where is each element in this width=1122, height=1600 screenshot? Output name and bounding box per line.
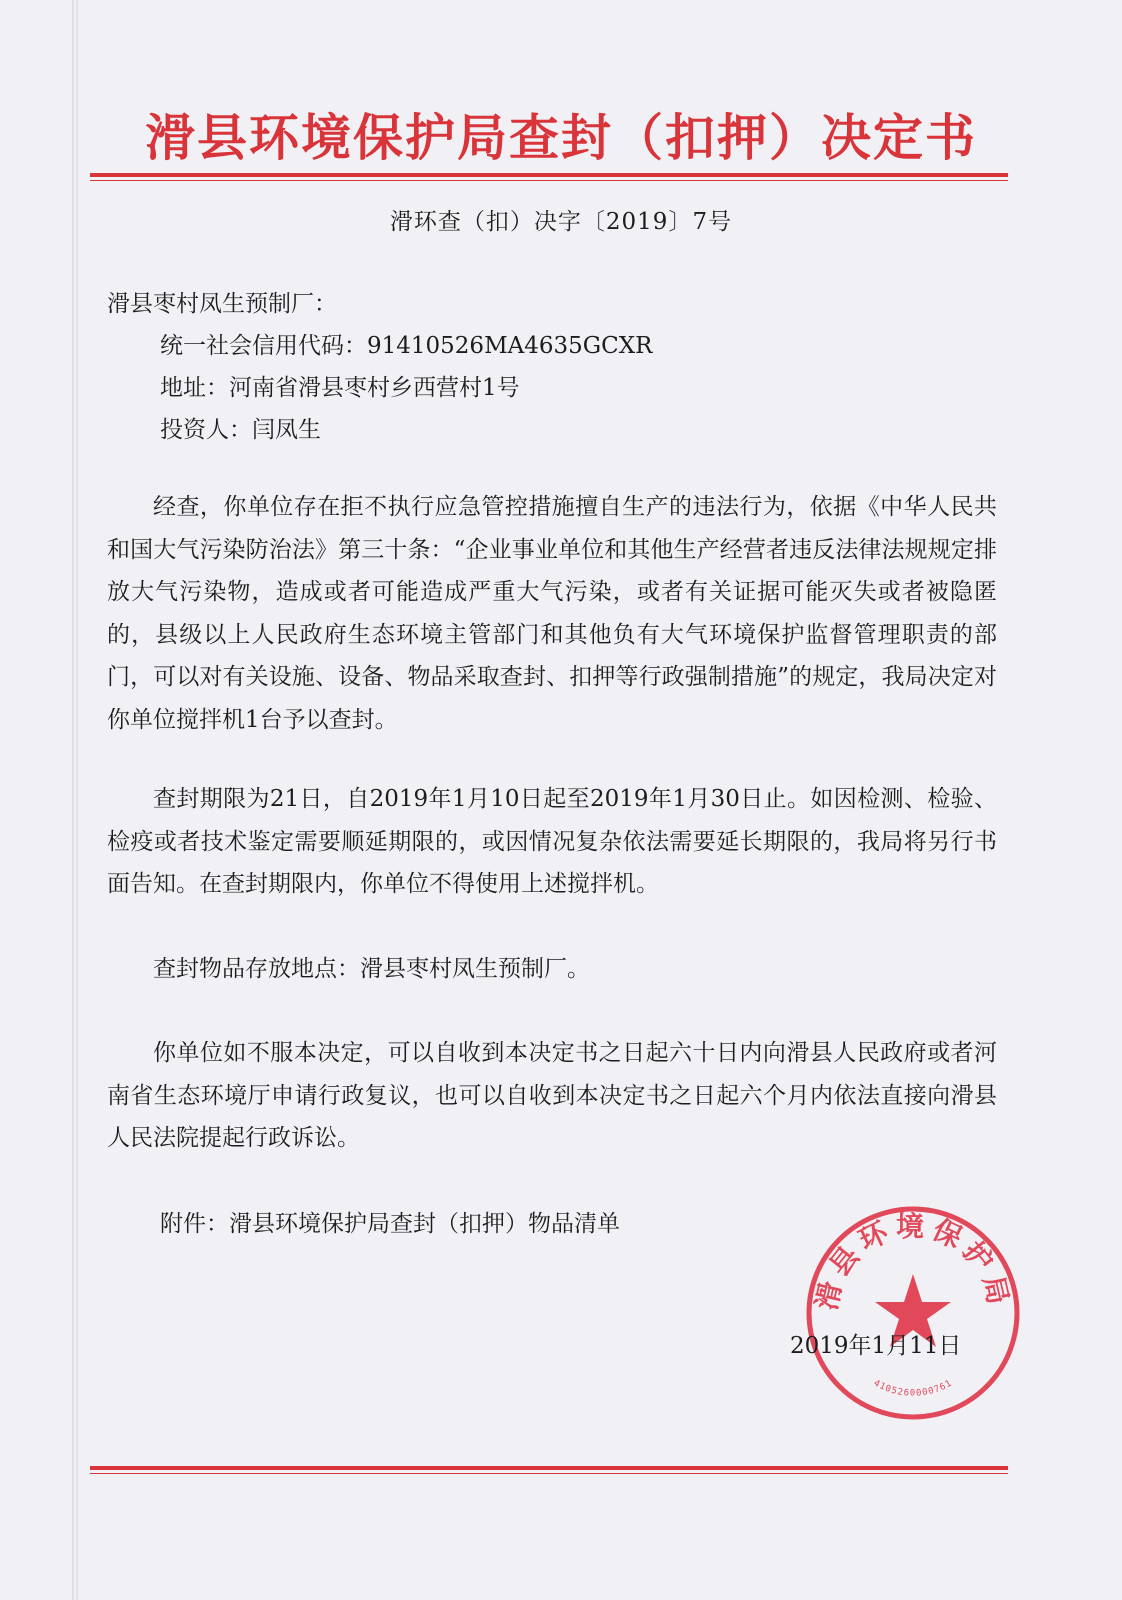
footer-rule-thick [90, 1466, 1008, 1470]
storage-paragraph: 查封物品存放地点：滑县枣村凤生预制厂。 [153, 956, 590, 982]
footer-rule-thin [90, 1473, 1008, 1474]
address: 地址：河南省滑县枣村乡西营村1号 [160, 375, 520, 401]
header-rule-thin [90, 180, 1008, 181]
attachment-line: 附件：滑县环境保护局查封（扣押）物品清单 [160, 1211, 620, 1237]
binding-edge [72, 0, 78, 1600]
header-rule-thick [90, 173, 1008, 177]
finding-paragraph: 经查，你单位存在拒不执行应急管控措施擅自生产的违法行为，依据《中华人民共和国大气污染防治法》第三十条：“企业事业单位和其他生产经营者违反法律法规规定排放大气污染物，造成或者可能造成严重大气污染，或者有关证据可能灭失或者被隐匿的，县级以上人民政府生态环境主管部门和其他负有大气环境保护监督管理职责的部门，可以对有关设施、设备、物品采取查封、扣押等行政强制措施”的规定，我局决定对你单位搅拌机1台予以查封。 [107, 494, 997, 733]
credit-code: 统一社会信用代码：91410526MA4635GCXR [160, 333, 653, 359]
document-number: 滑环查（扣）决字〔2019〕7号 [389, 209, 733, 235]
svg-text:滑县环境保护局: 滑县环境保护局 [809, 1210, 1017, 1314]
svg-text:4105260000761: 4105260000761 [871, 1378, 955, 1399]
recipient: 滑县枣村凤生预制厂： [107, 291, 337, 317]
period-paragraph: 查封期限为21日，自2019年1月10日起至2019年1月30日止。如因检测、检验、检疫或者技术鉴定需要顺延期限的，或因情况复杂依法需要延长期限的，我局将另行书面告知。在查封期限内，你单位不得使用上述搅拌机。 [107, 786, 997, 897]
investor: 投资人：闫凤生 [160, 417, 321, 443]
document-title: 滑县环境保护局查封（扣押）决定书 [145, 108, 977, 167]
official-seal [804, 1204, 1022, 1422]
issue-date: 2019年1月11日 [790, 1333, 962, 1359]
appeal-paragraph: 你单位如不服本决定，可以自收到本决定书之日起六十日内向滑县人民政府或者河南省生态环境厅申请行政复议，也可以自收到本决定书之日起六个月内依法直接向滑县人民法院提起行政诉讼。 [107, 1040, 997, 1151]
